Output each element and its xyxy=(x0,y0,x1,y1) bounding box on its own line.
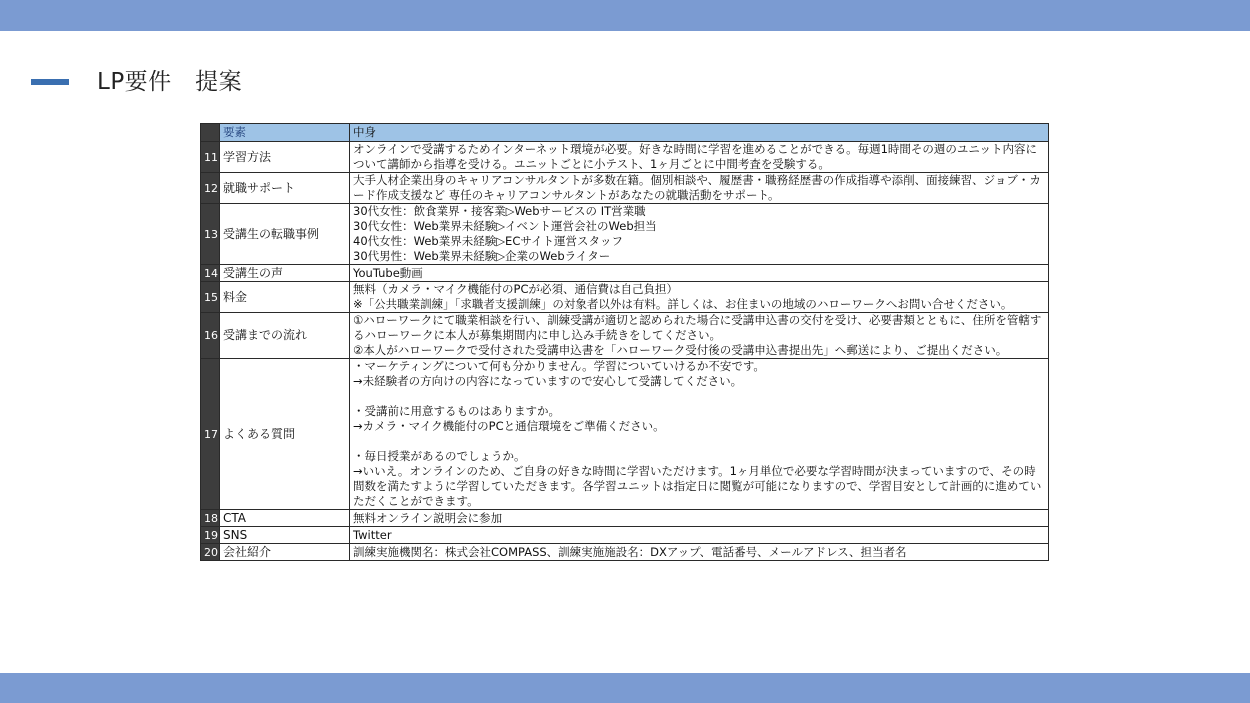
row-content: Twitter xyxy=(350,527,1049,544)
row-number: 18 xyxy=(201,510,220,527)
row-label: 受講生の転職事例 xyxy=(220,204,350,265)
table-row xyxy=(201,265,1049,282)
table-row xyxy=(201,142,1049,173)
table-row xyxy=(201,527,1049,544)
row-number: 16 xyxy=(201,313,220,359)
row-content: YouTube動画 xyxy=(350,265,1049,282)
row-label: CTA xyxy=(220,510,350,527)
row-label: 学習方法 xyxy=(220,142,350,173)
row-content: ・マーケティングについて何も分かりません。学習についていけるか不安です。 →未経験者の方向けの内容になっていますので安心して受講してください。 ・受講前に用意するものはありますか。 →カメラ・マイク機能付のPCと通信環境をご準備ください。 ・毎日授業があるのでしょうか。 →いいえ。オンラインのため、ご自身の好きな時間に学習いただけます。1ヶ月単位で必要な学習時間が決まっていますので、その時間数を満たすように学習していただきます。各学習ユニットは指定日に閲覧が可能になりますので、学習目安として計画的に進めていただくことができます。 xyxy=(350,359,1049,510)
title-accent-bar xyxy=(31,79,69,85)
row-content: オンラインで受講するためインターネット環境が必要。好きな時間に学習を進めることができる。毎週1時間その週のユニット内容について講師から指導を受ける。ユニットごとに小テスト、1ヶ月ごとに中間考査を受験する。 xyxy=(350,142,1049,173)
row-label: よくある質問 xyxy=(220,359,350,510)
row-number: 14 xyxy=(201,265,220,282)
row-label: 受講までの流れ xyxy=(220,313,350,359)
table-row xyxy=(201,204,1049,265)
row-number: 12 xyxy=(201,173,220,204)
row-label: SNS xyxy=(220,527,350,544)
row-number: 15 xyxy=(201,282,220,313)
row-label: 就職サポート xyxy=(220,173,350,204)
row-label: 料金 xyxy=(220,282,350,313)
bottom-banner xyxy=(0,673,1250,703)
header-number-cell xyxy=(201,124,220,142)
table-row xyxy=(201,313,1049,359)
row-content: 30代女性：飲食業界・接客業▷Webサービスの IT営業職 30代女性：Web業界未経験▷イベント運営会社のWeb担当 40代女性：Web業界未経験▷ECサイト運営スタッフ 30代男性：Web業界未経験▷企業のWebライター xyxy=(350,204,1049,265)
table-row xyxy=(201,359,1049,510)
row-content: 無料（カメラ・マイク機能付のPCが必須、通信費は自己負担） ※「公共職業訓練」「求職者支援訓練」の対象者以外は有料。詳しくは、お住まいの地域のハローワークへお問い合せください。 xyxy=(350,282,1049,313)
row-content: 無料オンライン説明会に参加 xyxy=(350,510,1049,527)
row-label: 受講生の声 xyxy=(220,265,350,282)
row-content: 大手人材企業出身のキャリアコンサルタントが多数在籍。個別相談や、履歴書・職務経歴書の作成指導や添削、面接練習、ジョブ・カード作成支援など 専任のキャリアコンサルタントがあなたの就職活動をサポート。 xyxy=(350,173,1049,204)
header-content: 中身 xyxy=(350,124,1049,142)
table-row xyxy=(201,282,1049,313)
table-row xyxy=(201,544,1049,561)
row-label: 会社紹介 xyxy=(220,544,350,561)
table-row xyxy=(201,173,1049,204)
page-title: LP要件 提案 xyxy=(97,69,243,95)
table-header-row xyxy=(201,124,1049,142)
header-element: 要素 xyxy=(220,124,350,142)
row-number: 17 xyxy=(201,359,220,510)
row-content: ①ハローワークにて職業相談を行い、訓練受講が適切と認められた場合に受講申込書の交付を受け、必要書類とともに、住所を管轄するハローワークに本人が募集期間内に申し込み手続きをしてください。 ②本人がハローワークで受付された受講申込書を「ハローワーク受付後の受講申込書提出先」へ郵送により、ご提出ください。 xyxy=(350,313,1049,359)
row-number: 13 xyxy=(201,204,220,265)
row-content: 訓練実施機関名：株式会社COMPASS、訓練実施施設名：DXアップ、電話番号、メールアドレス、担当者名 xyxy=(350,544,1049,561)
row-number: 19 xyxy=(201,527,220,544)
table-row xyxy=(201,510,1049,527)
row-number: 11 xyxy=(201,142,220,173)
top-banner xyxy=(0,0,1250,31)
row-number: 20 xyxy=(201,544,220,561)
requirements-table xyxy=(200,123,1049,561)
